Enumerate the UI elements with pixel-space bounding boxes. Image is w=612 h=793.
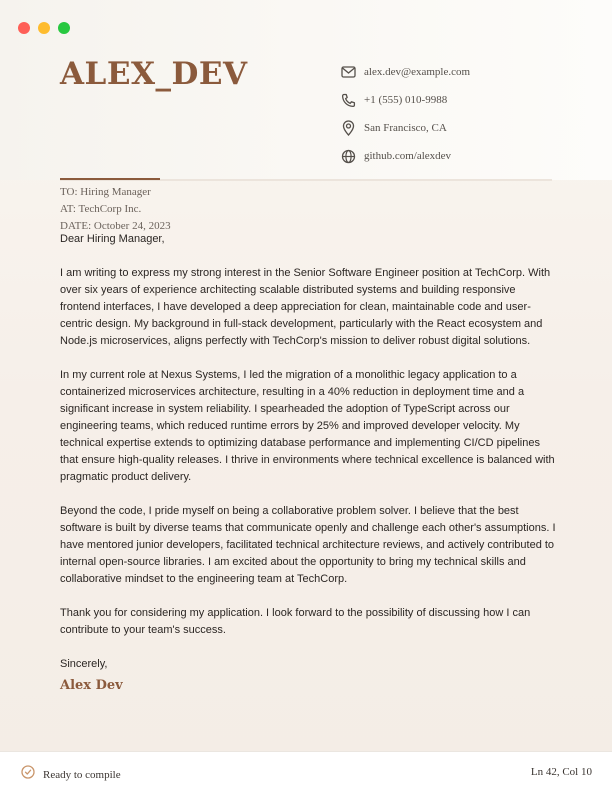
contact-location [340, 114, 470, 142]
signature: Alex Dev [60, 678, 123, 693]
window-controls [18, 22, 70, 34]
website-text[interactable]: github.com/alexdev [364, 150, 452, 162]
contact-website [340, 142, 470, 170]
close-window-button[interactable] [18, 22, 30, 34]
paragraph-thanks: Thank you for considering my application. I look forward to the possibility of discussing how I can contribute to your team's success. [60, 607, 531, 636]
location-text: San Francisco, CA [364, 122, 447, 134]
company-line: AT: TechCorp Inc. [60, 203, 142, 215]
contact-phone [340, 86, 470, 114]
phone-text: +1 (555) 010-9988 [364, 94, 448, 106]
letter-header [0, 0, 612, 180]
check-circle-icon [21, 765, 35, 784]
paragraph-intro: I am writing to express my strong interest in the Senior Software Engineer position at TechCorp. With over six years of experience architecting scalable distributed systems and building responsive frontend interfaces, I have developed a deep appreciation for clean, maintainable code and user-centric design. My background in full-stack development, particularly with the React ecosystem and Node.js microservices, aligns perfectly with TechCorp's mission to deliver robust digital solutions. [60, 267, 551, 347]
email-text[interactable]: alex.dev@example.com [364, 66, 471, 78]
date-line: DATE: October 24, 2023 [60, 220, 171, 232]
contact-email [340, 58, 470, 86]
globe-icon [340, 148, 356, 164]
maximize-window-button[interactable] [58, 22, 70, 34]
closing: Sincerely, [60, 658, 108, 670]
phone-icon [340, 92, 356, 108]
minimize-window-button[interactable] [38, 22, 50, 34]
letter-meta [60, 184, 171, 235]
cursor-position: Ln 42, Col 10 [530, 766, 592, 778]
paragraph-collaboration: Beyond the code, I pride myself on being a collaborative problem solver. I believe that the best software is built by diverse teams that communicate openly and challenge each other's assumptions. I have mentored junior developers, facilitated technical architecture reviews, and actively contributed to internal open-source libraries. I am excited about the opportunity to bring my technical skills and collaborative mindset to the engineering team at TechCorp. [60, 505, 556, 585]
header-divider-accent [60, 178, 160, 180]
status-text: Ready to compile [43, 768, 121, 781]
recipient-line: TO: Hiring Manager [60, 186, 151, 198]
mail-icon [340, 64, 356, 80]
contact-list [340, 58, 470, 170]
paragraph-experience: In my current role at Nexus Systems, I led the migration of a monolithic legacy application to a containerized microservices architecture, resulting in a 40% reduction in deployment time and a significant increase in system reliability. I spearheaded the adoption of TypeScript across our engineering teams, which reduced runtime errors by 25% and improved developer velocity. My technical expertise extends to optimizing database performance and implementing CI/CD pipelines that ensure high-quality releases. I thrive in environments where technical excellence is balanced with pragmatic product delivery. [60, 369, 555, 483]
letter-body [60, 231, 556, 694]
compile-status [21, 765, 121, 784]
applicant-name: ALEX_DEV [60, 56, 248, 92]
salutation: Dear Hiring Manager, [60, 233, 165, 245]
status-bar [0, 751, 612, 793]
location-icon [340, 120, 356, 136]
